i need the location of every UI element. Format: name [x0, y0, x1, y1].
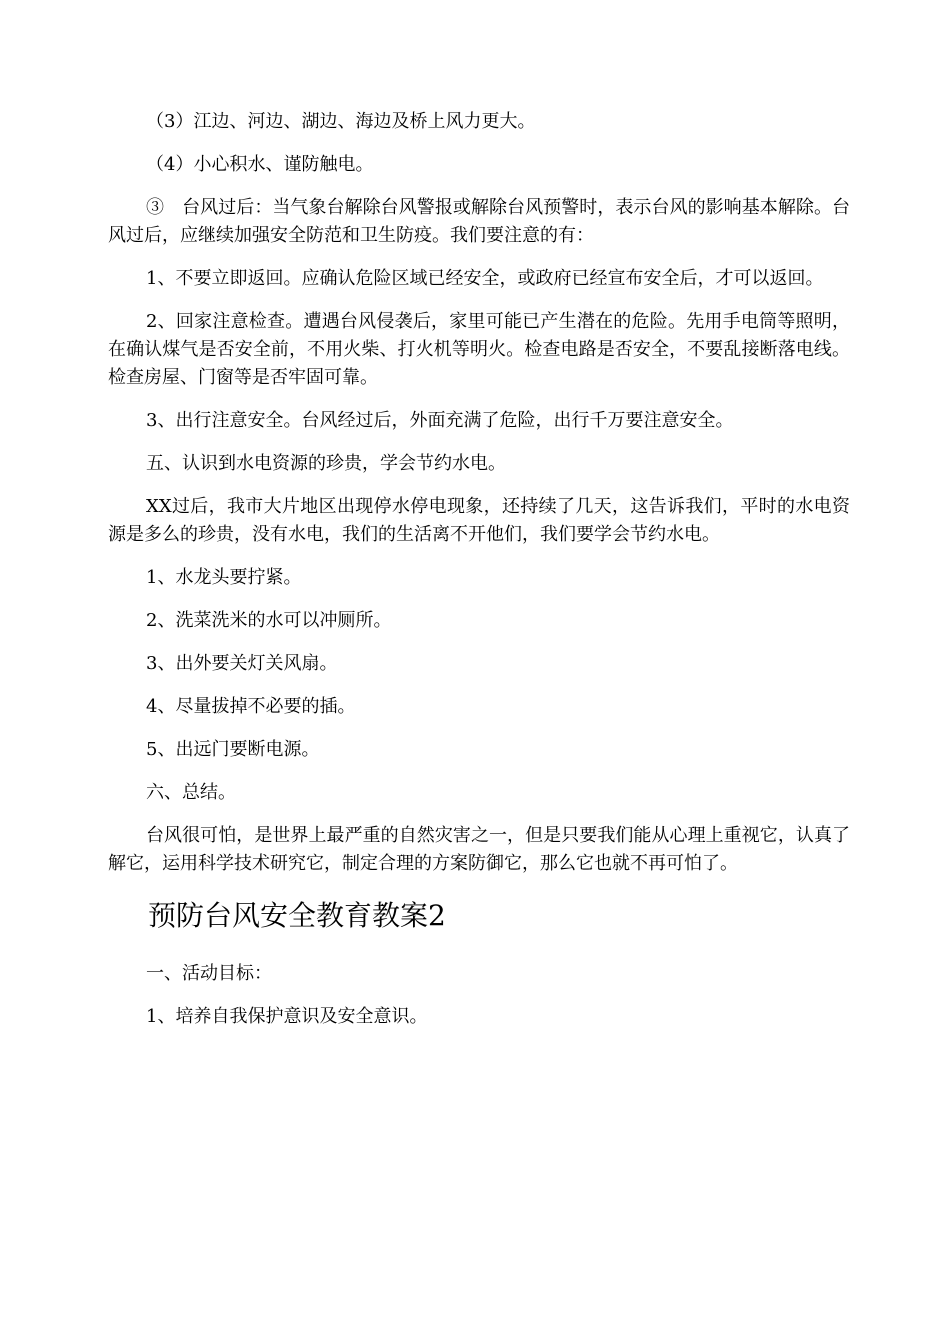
section-title: 预防台风安全教育教案2	[148, 899, 446, 932]
document-page	[108, 108, 850, 1046]
paragraph: 六、总结。	[146, 782, 236, 803]
paragraph: 台风很可怕，是世界上最严重的自然灾害之一，但是只要我们能从心理上重视它，认真了解它，运用科学技术研究它，制定合理的方案防御它，那么它也就不再可怕了。	[108, 825, 850, 874]
paragraph: ③ 台风过后：当气象台解除台风警报或解除台风预警时，表示台风的影响基本解除。台风过后，应继续加强安全防范和卫生防疫。我们要注意的有：	[108, 197, 850, 246]
paragraph: 1、不要立即返回。应确认危险区域已经安全，或政府已经宣布安全后，才可以返回。	[146, 268, 824, 289]
paragraph: 一、活动目标：	[146, 963, 272, 984]
paragraph: 五、认识到水电资源的珍贵，学会节约水电。	[146, 453, 506, 474]
paragraph: 3、出外要关灯关风扇。	[146, 653, 338, 674]
paragraph: 1、水龙头要拧紧。	[146, 567, 302, 588]
paragraph: 1、培养自我保护意识及安全意识。	[146, 1006, 428, 1027]
paragraph: 5、出远门要断电源。	[146, 739, 320, 760]
paragraph: XX过后，我市大片地区出现停水停电现象，还持续了几天，这告诉我们，平时的水电资源是多么的珍贵，没有水电，我们的生活离不开他们，我们要学会节约水电。	[108, 496, 850, 545]
paragraph: （4）小心积水、谨防触电。	[146, 154, 374, 175]
paragraph: 3、出行注意安全。台风经过后，外面充满了危险，出行千万要注意安全。	[146, 410, 734, 431]
paragraph: 2、洗菜洗米的水可以冲厕所。	[146, 610, 392, 631]
paragraph: （3）江边、河边、湖边、海边及桥上风力更大。	[146, 111, 536, 132]
paragraph: 2、回家注意检查。遭遇台风侵袭后，家里可能已产生潜在的危险。先用手电筒等照明，在确认煤气是否安全前，不用火柴、打火机等明火。检查电路是否安全，不要乱接断落电线。检查房屋、门窗等是否牢固可靠。	[108, 311, 850, 388]
paragraph: 4、尽量拔掉不必要的插。	[146, 696, 356, 717]
